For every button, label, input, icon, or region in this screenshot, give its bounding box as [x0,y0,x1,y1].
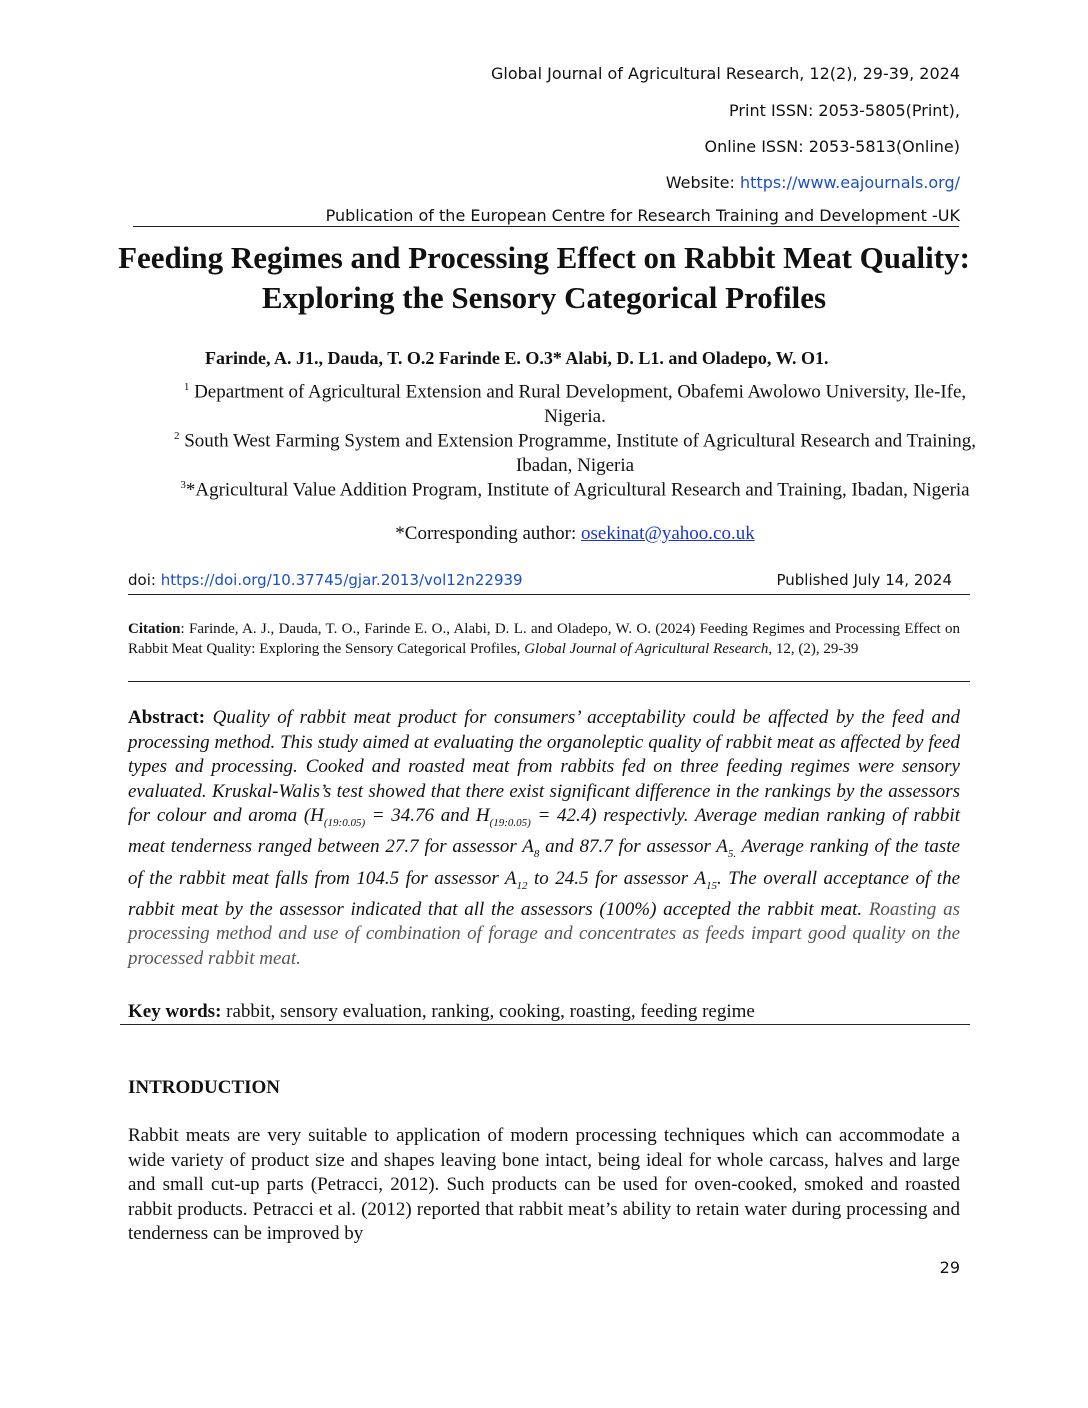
abstract-sub-3: 8 [533,848,540,861]
doi-link[interactable]: https://doi.org/10.37745/gjar.2013/vol12n22939 [160,571,523,589]
affiliation-1-text: Department of Agricultural Extension and Rural Development, Obafemi Awolowo University, Ile-Ife, Nigeria. [189,381,967,427]
abstract-part-8: Roasting as processing method and use of combination of forage and concentrates as feeds impart good quality on the processed rabbit meat. [128,898,960,969]
abstract-part-6: to 24.5 for assessor A [527,867,706,889]
paper-title: Feeding Regimes and Processing Effect on Rabbit Meat Quality: Exploring the Sensory Categorical Profiles [118,240,970,315]
abstract-part-2: = 34.76 and H [365,805,490,826]
introduction-heading: INTRODUCTION [128,1077,281,1098]
author-list: Farinde, A. J1., Dauda, T. O.2 Farinde E. O.3* Alabi, D. L1. and Oladepo, W. O1. [205,348,829,368]
abstract-sub-4: 5. [727,848,737,861]
website-link[interactable]: https://www.eajournals.org/ [740,173,960,192]
citation-text: : Farinde, A. J., Dauda, T. O., Farinde E. O., Alabi, D. L. and Oladepo, W. O. (2024) Feeding Regimes and Processing Effect on Rabbit Meat Quality: Exploring the Sensory Categorical Profiles, [128,621,960,657]
publisher-line: Publication of the European Centre for Research Training and Development -UK [325,206,960,225]
page-number: 29 [939,1258,960,1277]
affiliation-2-marker: 2 [173,430,180,442]
affiliation-1-marker: 1 [183,381,190,393]
affiliation-3-text: *Agricultural Value Addition Program, Institute of Agricultural Research and Training, Ibadan, Nigeria [185,479,970,501]
abstract-sub-1: (19:0.05) [323,816,366,829]
published-date: Published July 14, 2024 [776,571,952,589]
online-issn: Online ISSN: 2053-5813(Online) [704,137,960,156]
abstract-part-3: = 42.4) respectivly. Average median ranking of rabbit meat tenderness ranged between 27.7 for assessor A [128,805,960,858]
affiliation-1 [160,375,990,429]
abstract-part-4: and 87.7 for assessor A [539,836,728,858]
keywords-divider [120,1024,970,1025]
citation-journal: Global Journal of Agricultural Research [524,640,769,657]
citation-label: Citation [128,621,181,637]
corresponding-email-link[interactable]: osekinat@yahoo.co.uk [581,523,755,544]
header-divider [133,226,959,227]
introduction-text: Rabbit meats are very suitable to application of modern processing techniques which can accommodate a wide variety of product size and shapes leaving bone intact, being ideal for whole carcass, halves and large and small cut-up parts (Petracci, 2012). Such products can be used for oven-cooked, smoked and roasted rabbit products. Petracci et al. (2012) reported that rabbit meat’s ability to retain water during processing and tenderness can be improved by [128,1125,960,1244]
corresponding-label: *Corresponding author: [395,523,582,544]
affiliation-3-marker: 3 [180,479,186,491]
doi-line [128,571,523,589]
citation-divider [128,681,970,682]
keywords-label: Key words: [128,1001,222,1022]
affiliation-2-text: South West Farming System and Extension Programme, Institute of Agricultural Research and Training, Ibadan, Nigeria [179,430,977,476]
keywords-line [128,1001,755,1023]
website-line [666,173,960,192]
affiliation-3 [160,473,990,503]
keywords-text: rabbit, sensory evaluation, ranking, cooking, roasting, feeding regime [221,1001,755,1022]
abstract-label: Abstract: [128,707,206,728]
abstract-part-1: Quality of rabbit meat product for consumers’ acceptability could be affected by the feed and processing method. This study aimed at evaluating the organoleptic quality of rabbit meat as affected by feed types and processing. Cooked and roasted meat from rabbits fed on three feeding regimes were sensory evaluated. Kruskal-Walis’s test showed that there exist significant difference in the rankings by the assessors for colour and aroma (H [128,707,960,826]
abstract-part-7: . The overall acceptance of the rabbit meat by the assessor indicated that all the assessors (100%) accepted the rabbit meat. [128,867,960,920]
abstract-sub-2: (19:0.05) [489,816,531,829]
abstract-sub-6: 15 [705,879,717,892]
affiliation-2 [160,424,990,478]
website-label: Website: [665,173,740,192]
print-issn: Print ISSN: 2053-5805(Print), [729,101,960,120]
corresponding-author [160,522,990,547]
citation-tail: , 12, (2), 29-39 [768,640,859,657]
doi-divider [128,594,970,595]
abstract-sub-5: 12 [516,879,528,892]
abstract-block [128,706,960,971]
journal-line: Global Journal of Agricultural Research, 12(2), 29-39, 2024 [490,64,960,83]
doi-label: doi: [128,571,161,589]
citation-block [128,620,960,659]
abstract-part-5: Average ranking of the taste of the rabbit meat falls from 104.5 for assessor A [128,836,960,889]
